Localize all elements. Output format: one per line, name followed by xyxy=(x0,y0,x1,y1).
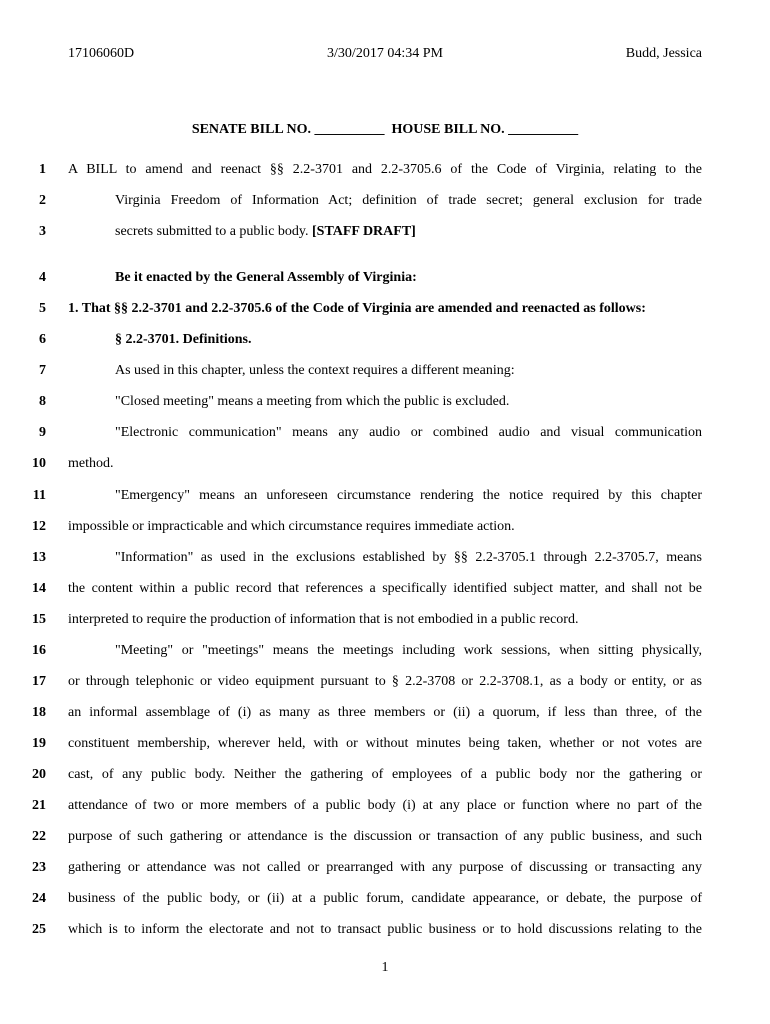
line-number: 5 xyxy=(39,301,46,316)
line-number: 8 xyxy=(39,394,46,409)
section-heading: § 2.2-3701. Definitions. xyxy=(115,332,252,347)
bill-line-17 xyxy=(0,672,770,692)
bill-line-25 xyxy=(0,920,770,940)
line-number: 23 xyxy=(32,860,46,875)
line-text: an informal assemblage of (i) as many as three members or (ii) a quorum, if less than three, of the xyxy=(68,705,702,720)
line-text: cast, of any public body. Neither the gathering of employees of a public body nor the gathering or xyxy=(68,767,702,782)
line-number: 7 xyxy=(39,363,46,378)
line-number: 16 xyxy=(32,643,46,658)
enacting-clause: Be it enacted by the General Assembly of Virginia: xyxy=(115,270,417,285)
line-number: 18 xyxy=(32,705,46,720)
line-text: constituent membership, wherever held, with or without minutes being taken, whether or not votes are xyxy=(68,736,702,751)
line-number: 13 xyxy=(32,550,46,565)
line-number: 17 xyxy=(32,674,46,689)
line-number: 2 xyxy=(39,193,46,208)
bill-line-19 xyxy=(0,734,770,754)
line-number: 12 xyxy=(32,519,46,534)
line-number: 1 xyxy=(39,162,46,177)
bill-line-18 xyxy=(0,703,770,723)
bill-line-1 xyxy=(0,160,770,180)
line-number: 22 xyxy=(32,829,46,844)
line-text: or through telephonic or video equipment pursuant to § 2.2-3708 or 2.2-3708.1, as a body or entity, or as xyxy=(68,674,702,689)
line-number: 24 xyxy=(32,891,46,906)
bill-line-21 xyxy=(0,796,770,816)
timestamp: 3/30/2017 04:34 PM xyxy=(327,46,443,61)
line-text: As used in this chapter, unless the context requires a different meaning: xyxy=(115,363,515,378)
line-text: gathering or attendance was not called or prearranged with any purpose of discussing or transacting any xyxy=(68,860,702,875)
line-text: method. xyxy=(68,456,114,471)
line-text: Virginia Freedom of Information Act; definition of trade secret; general exclusion for trade xyxy=(115,193,702,208)
bill-line-16 xyxy=(0,641,770,661)
line-text: "Emergency" means an unforeseen circumstance rendering the notice required by this chapter xyxy=(115,488,702,503)
line-text: which is to inform the electorate and not to transact public business or to hold discussions relating to the xyxy=(68,922,702,937)
line-number: 6 xyxy=(39,332,46,347)
bill-line-8 xyxy=(0,392,770,412)
bill-title: SENATE BILL NO. __________ HOUSE BILL NO. __________ xyxy=(191,122,579,137)
line-number: 4 xyxy=(39,270,46,285)
amendment-clause: 1. That §§ 2.2-3701 and 2.2-3705.6 of the Code of Virginia are amended and reenacted as follows: xyxy=(68,301,646,316)
line-text: impossible or impracticable and which circumstance requires immediate action. xyxy=(68,519,515,534)
bill-line-13 xyxy=(0,548,770,568)
line-number: 21 xyxy=(32,798,46,813)
line-text: interpreted to require the production of information that is not embodied in a public record. xyxy=(68,612,579,627)
line-text: "Meeting" or "meetings" means the meetings including work sessions, when sitting physically, xyxy=(115,643,702,658)
document-id: 17106060D xyxy=(68,46,135,61)
bill-line-6 xyxy=(0,330,770,350)
line-text: secrets submitted to a public body. xyxy=(115,224,309,239)
line-text: purpose of such gathering or attendance is the discussion or transaction of any public business, and such xyxy=(68,829,702,844)
line-text: business of the public body, or (ii) at a public forum, candidate appearance, or debate, the purpose of xyxy=(68,891,702,906)
line-number: 25 xyxy=(32,922,46,937)
bill-line-9 xyxy=(0,423,770,443)
line-number: 9 xyxy=(39,425,46,440)
line-number: 10 xyxy=(32,456,46,471)
page-number: 1 xyxy=(381,960,389,975)
bill-line-7 xyxy=(0,361,770,381)
bill-line-2 xyxy=(0,191,770,211)
line-text: "Information" as used in the exclusions established by §§ 2.2-3705.1 through 2.2-3705.7, means xyxy=(115,550,702,565)
bill-line-4 xyxy=(0,268,770,288)
bill-line-23 xyxy=(0,858,770,878)
line-number: 19 xyxy=(32,736,46,751)
bill-line-14 xyxy=(0,579,770,599)
line-text: "Closed meeting" means a meeting from which the public is excluded. xyxy=(115,394,510,409)
bill-line-10 xyxy=(0,454,770,474)
line-number: 11 xyxy=(32,488,46,503)
page-header xyxy=(0,46,770,66)
line-number: 20 xyxy=(32,767,46,782)
line-text: attendance of two or more members of a public body (i) at any place or function where no part of the xyxy=(68,798,702,813)
line-text: "Electronic communication" means any audio or combined audio and visual communication xyxy=(115,425,702,440)
bill-line-12 xyxy=(0,517,770,537)
line-number: 15 xyxy=(32,612,46,627)
bill-line-22 xyxy=(0,827,770,847)
staff-draft-label: [STAFF DRAFT] xyxy=(312,224,416,239)
bill-line-20 xyxy=(0,765,770,785)
bill-line-24 xyxy=(0,889,770,909)
bill-line-5 xyxy=(0,299,770,319)
bill-line-11 xyxy=(0,486,770,506)
line-text-wrapper xyxy=(115,222,702,242)
line-text: A BILL to amend and reenact §§ 2.2-3701 and 2.2-3705.6 of the Code of Virginia, relating to the xyxy=(68,162,702,177)
line-text: the content within a public record that references a specifically identified subject matter, and shall not be xyxy=(68,581,702,596)
bill-line-3 xyxy=(0,222,770,242)
line-number: 14 xyxy=(32,581,46,596)
bill-line-15 xyxy=(0,610,770,630)
line-number: 3 xyxy=(39,224,46,239)
author-name: Budd, Jessica xyxy=(625,46,702,61)
